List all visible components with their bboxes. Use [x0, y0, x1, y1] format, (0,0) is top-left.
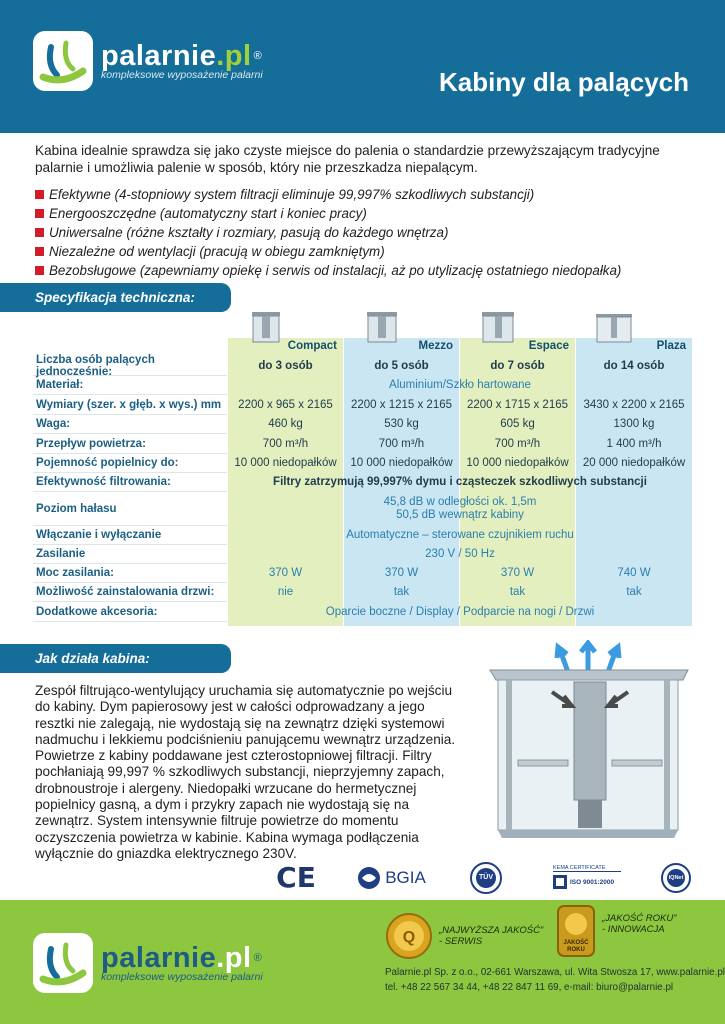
- ashtray-espace: 10 000 niedopałków: [466, 457, 569, 469]
- contact-line: tel. +48 22 567 34 44, +48 22 847 11 69, e-mail: biuro@palarnie.pl: [385, 981, 674, 993]
- cabin-plaza-icon: [586, 308, 642, 344]
- persons-plaza: do 14 osób: [603, 359, 665, 372]
- persons-mezzo: do 5 osób: [374, 359, 429, 372]
- weight-plaza: 1300 kg: [613, 418, 655, 430]
- iqnet-seal-icon: IQNet: [660, 860, 692, 895]
- supply-value: 230 V / 50 Hz: [425, 548, 495, 560]
- brand-logo-badge-icon: [33, 31, 93, 91]
- bullet-square-icon: [35, 247, 44, 256]
- svg-text:ROKU: ROKU: [567, 947, 585, 953]
- airflow-mezzo: 700 m³/h: [378, 437, 425, 450]
- bullet-square-icon: [35, 209, 44, 218]
- feature-item: Bezobsługowe (zapewniamy opiekę i serwis od instalacji, aż po utylizację ostatniego niedopałka): [35, 261, 705, 280]
- airflow-espace: 700 m³/h: [494, 437, 541, 450]
- doors-compact: nie: [277, 586, 294, 598]
- cabin-illustration: [488, 640, 693, 840]
- tuv-seal-icon: TÜV: [468, 860, 504, 895]
- how-section-heading: Jak działa kabina:: [0, 644, 231, 673]
- svg-text:JAKOŚĆ: JAKOŚĆ: [563, 940, 589, 946]
- brand-name: palarnie.pl ®: [101, 40, 263, 72]
- kema-certificate-icon: KEMA CERTIFICATE ISO 9001:2000: [553, 857, 623, 897]
- row-airflow-label: Przepływ powietrza:: [33, 434, 227, 454]
- power-plaza: 740 W: [617, 567, 651, 579]
- power-compact: 370 W: [268, 567, 303, 579]
- ce-mark-icon: CE: [276, 861, 316, 894]
- doors-mezzo: tak: [393, 586, 410, 598]
- row-material-label: Materiał:: [33, 376, 227, 395]
- footer-brand-logo[interactable]: [33, 933, 263, 993]
- brand-tagline: kompleksowe wyposażenie palarni: [101, 69, 263, 81]
- row-filtration-label: Efektywność filtrowania:: [33, 473, 227, 492]
- row-dimensions-label: Wymiary (szer. x głęb. x wys.) mm: [33, 395, 227, 415]
- cabin-espace-icon: [480, 308, 516, 344]
- spec-table: [33, 306, 692, 626]
- power-espace: 370 W: [500, 567, 535, 579]
- row-power-label: Moc zasilania:: [33, 564, 227, 583]
- footer-brand-name: palarnie.pl ®: [101, 942, 263, 974]
- bgia-logo-icon: BGIA: [349, 860, 434, 895]
- award-quality-service: Q „NAJWYŻSZA JAKOŚĆ” - SERWIS: [385, 912, 543, 960]
- bullet-square-icon: [35, 266, 44, 275]
- bullet-square-icon: [35, 190, 44, 199]
- feature-item: Energooszczędne (automatyczny start i koniec pracy): [35, 204, 705, 223]
- product-plaza-header: Plaza: [576, 306, 692, 354]
- doors-espace: tak: [509, 586, 526, 598]
- page-title: Kabiny dla palących: [439, 67, 689, 97]
- svg-text:Q: Q: [402, 929, 416, 946]
- material-value: Aluminium/Szkło hartowane: [389, 379, 531, 391]
- power-mezzo: 370 W: [384, 567, 419, 579]
- how-paragraph: Zespół filtrująco-wentylujący uruchamia się automatycznie po wejściu do kabiny. Dym papierosowy jest w całości odprowadzany a jego resztki nie zalegają, nie wydostają się na zewnątrz dzięki systemowi nadmuchu i lekkiemu podciśnieniu panującemu wewnątrz urządzenia. Powietrze z kabiny poddawane jest czterostopniowej filtracji. Filtry pochłaniają 99,997 % szkodliwych substancji, nieprzyjemny zapach, drobnoustroje i alergeny. Niedopałki wrzucane do hermetycznej popielnicy gasną, a dym i przykry zapach nie wydostają się na zewnątrz. System intensywnie filtruje powietrze do momentu oczyszczenia powietrza w kabinie. Kabina wymaga podłączenia wyłącznie do gniazdka elektrycznego 230V.: [35, 683, 456, 861]
- product-compact-header: Compact: [228, 306, 343, 354]
- ashtray-mezzo: 10 000 niedopałków: [350, 457, 453, 469]
- weight-compact: 460 kg: [268, 418, 303, 430]
- feature-list: [35, 185, 705, 280]
- airflow-plaza: 1 400 m³/h: [606, 437, 662, 450]
- brand-logo[interactable]: [33, 31, 263, 91]
- cabin-compact-icon: [248, 308, 284, 344]
- spec-section-heading: Specyfikacja techniczna:: [0, 283, 231, 312]
- gold-medal-icon: [385, 912, 433, 960]
- bgia-symbol-icon: [357, 866, 381, 890]
- dimensions-plaza: 3430 x 2200 x 2165: [583, 398, 685, 411]
- cabin-mezzo-icon: [364, 308, 400, 344]
- bullet-square-icon: [35, 228, 44, 237]
- product-espace-header: Espace: [460, 306, 575, 354]
- award-quality-year: JAKOŚĆ ROKU „JAKOŚĆ ROKU” - INNOWACJA: [556, 904, 676, 958]
- footer-brand-tagline: kompleksowe wyposażenie palarni: [101, 971, 263, 983]
- product-mezzo-header: Mezzo: [344, 306, 459, 354]
- intro-paragraph: Kabina idealnie sprawdza się jako czyste miejsce do palenia o standardzie przewyższającym tradycyjne palarnie i umożliwia palenie w sposób, który nie przeszkadza niepalącym.: [35, 143, 660, 175]
- switching-value: Automatyczne – sterowane czujnikiem ruchu: [346, 529, 574, 541]
- accessories-value: Oparcie boczne / Display / Podparcie na nogi / Drzwi: [325, 605, 595, 618]
- dimensions-espace: 2200 x 1715 x 2165: [466, 398, 569, 411]
- footer-logo-badge-icon: [33, 933, 93, 993]
- row-supply-label: Zasilanie: [33, 545, 227, 564]
- row-weight-label: Waga:: [33, 415, 227, 434]
- persons-compact: do 3 osób: [258, 359, 313, 372]
- ashtray-plaza: 20 000 niedopałków: [582, 457, 686, 469]
- address-line: Palarnie.pl Sp. z o.o., 02-661 Warszawa, ul. Wita Stwosza 17, www.palarnie.pl: [385, 967, 725, 978]
- ashtray-compact: 10 000 niedopałków: [234, 457, 337, 469]
- gold-badge-icon: [556, 904, 596, 958]
- row-noise-label: Poziom hałasu: [33, 492, 227, 526]
- row-ashtray-label: Pojemność popielnicy do:: [33, 454, 227, 473]
- weight-mezzo: 530 kg: [384, 418, 419, 430]
- feature-item: Niezależne od wentylacji (pracują w obiegu zamkniętym): [35, 242, 705, 261]
- row-doors-label: Możliwość zainstalowania drzwi:: [33, 583, 227, 602]
- airflow-compact: 700 m³/h: [262, 437, 309, 450]
- weight-espace: 605 kg: [500, 418, 535, 430]
- persons-espace: do 7 osób: [490, 359, 545, 372]
- doors-plaza: tak: [626, 586, 642, 598]
- row-persons-label: Liczba osób palących jednocześnie:: [33, 356, 227, 376]
- dimensions-mezzo: 2200 x 1215 x 2165: [350, 398, 453, 411]
- dimensions-compact: 2200 x 965 x 2165: [238, 398, 333, 411]
- row-switching-label: Włączanie i wyłączanie: [33, 526, 227, 545]
- noise-value: 45,8 dB w odległości ok. 1,5m 50,5 dB wewnątrz kabiny: [383, 496, 537, 521]
- row-accessories-label: Dodatkowe akcesoria:: [33, 602, 227, 622]
- feature-item: Uniwersalne (różne kształty i rozmiary, pasują do każdego wnętrza): [35, 223, 705, 242]
- filtration-value: Filtry zatrzymują 99,997% dymu i cząsteczek szkodliwych substancji: [273, 476, 647, 488]
- feature-item: Efektywne (4-stopniowy system filtracji eliminuje 99,997% szkodliwych substancji): [35, 185, 705, 204]
- company-address: [385, 966, 725, 995]
